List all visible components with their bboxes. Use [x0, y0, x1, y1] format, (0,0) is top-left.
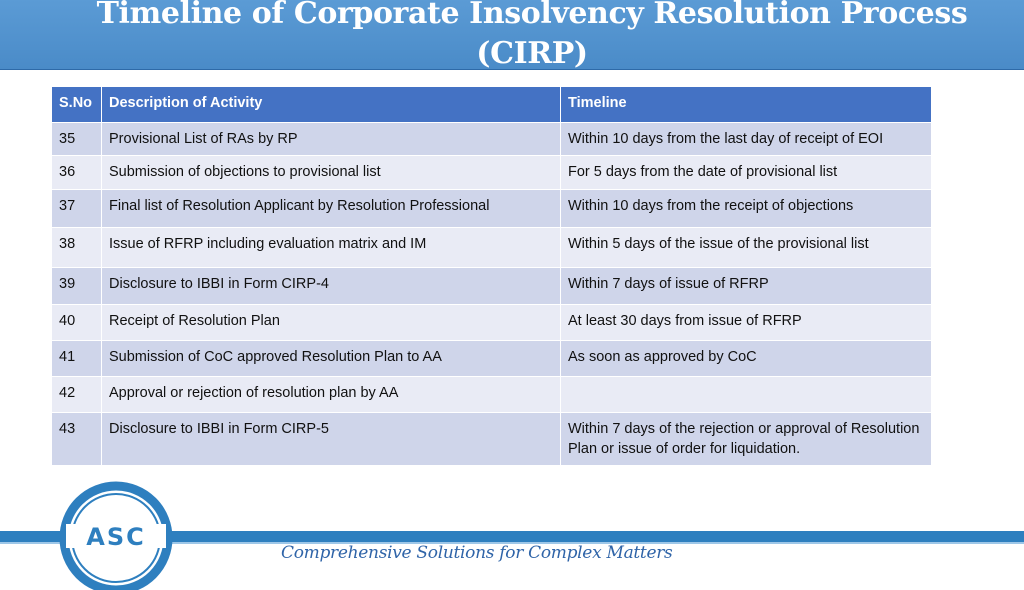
cell-timeline: Within 7 days of the rejection or approval of Resolution Plan or issue of order for liquidation.: [561, 413, 932, 466]
cell-timeline: Within 10 days from the receipt of objections: [561, 190, 932, 228]
cell-timeline: At least 30 days from issue of RFRP: [561, 305, 932, 341]
footer-tagline: Comprehensive Solutions for Complex Matters: [281, 543, 673, 563]
cell-sno: 37: [52, 190, 102, 228]
header-sno: S.No: [52, 87, 102, 123]
cell-sno: 42: [52, 377, 102, 413]
cell-activity: Disclosure to IBBI in Form CIRP-4: [102, 268, 561, 305]
cell-timeline: For 5 days from the date of provisional list: [561, 156, 932, 190]
table-header-row: [52, 87, 932, 123]
table-row: [52, 123, 932, 156]
cell-activity: Submission of objections to provisional list: [102, 156, 561, 190]
cirp-timeline-table: [51, 86, 932, 466]
cell-activity: Submission of CoC approved Resolution Plan to AA: [102, 341, 561, 377]
header-timeline: Timeline: [561, 87, 932, 123]
cell-timeline: As soon as approved by CoC: [561, 341, 932, 377]
cell-timeline: [561, 377, 932, 413]
header-description: Description of Activity: [102, 87, 561, 123]
cell-timeline: Within 5 days of the issue of the provisional list: [561, 228, 932, 268]
table-row: [52, 305, 932, 341]
cell-sno: 36: [52, 156, 102, 190]
table-row: [52, 377, 932, 413]
cell-activity: Issue of RFRP including evaluation matrix and IM: [102, 228, 561, 268]
page-title: Timeline of Corporate Insolvency Resolution Process (CIRP): [96, 0, 968, 71]
table-row: [52, 228, 932, 268]
table-row: [52, 341, 932, 377]
table-row: [52, 190, 932, 228]
cell-sno: 39: [52, 268, 102, 305]
cell-activity: Disclosure to IBBI in Form CIRP-5: [102, 413, 561, 466]
table-row: [52, 268, 932, 305]
cell-activity: Approval or rejection of resolution plan by AA: [102, 377, 561, 413]
table-row: [52, 413, 932, 466]
cell-sno: 40: [52, 305, 102, 341]
cell-activity: Final list of Resolution Applicant by Resolution Professional: [102, 190, 561, 228]
cell-activity: Receipt of Resolution Plan: [102, 305, 561, 341]
cell-timeline: Within 7 days of issue of RFRP: [561, 268, 932, 305]
table-row: [52, 156, 932, 190]
cell-sno: 38: [52, 228, 102, 268]
cell-sno: 43: [52, 413, 102, 466]
cell-activity: Provisional List of RAs by RP: [102, 123, 561, 156]
title-bar: [0, 0, 1024, 70]
asc-logo: [58, 480, 178, 590]
cell-sno: 41: [52, 341, 102, 377]
cell-sno: 35: [52, 123, 102, 156]
cell-timeline: Within 10 days from the last day of receipt of EOI: [561, 123, 932, 156]
logo-text: ASC: [86, 523, 146, 551]
